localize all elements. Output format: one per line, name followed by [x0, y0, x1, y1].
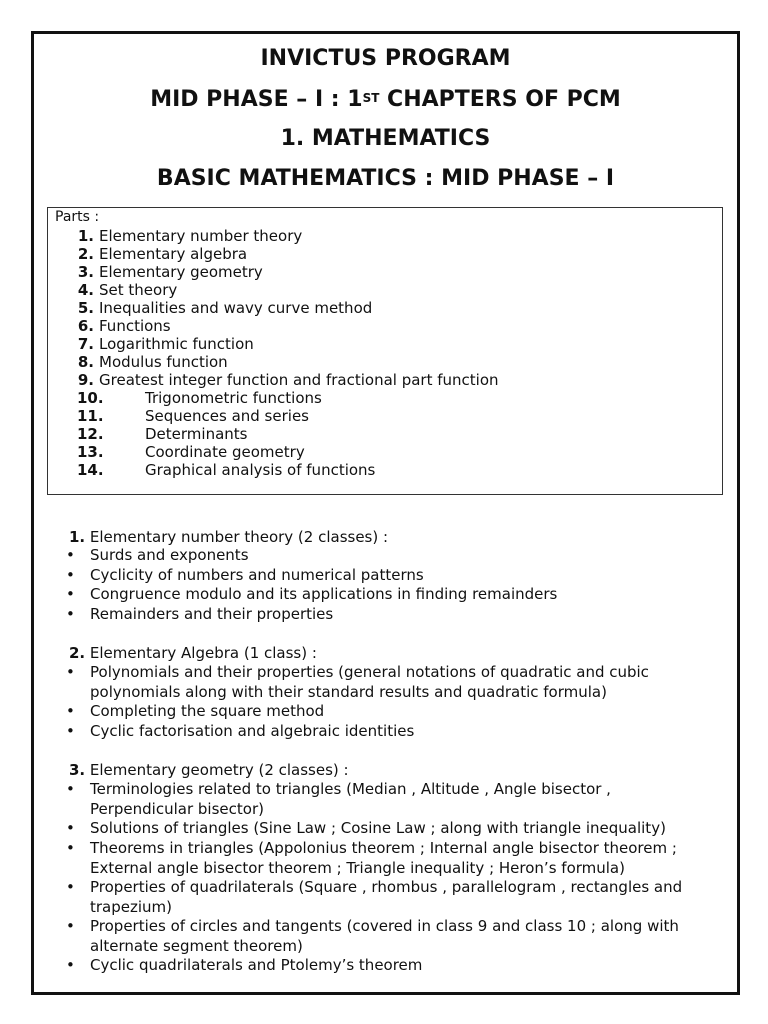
parts-item-number: 11.	[77, 407, 104, 425]
page-frame	[31, 31, 740, 995]
parts-item-label: Graphical analysis of functions	[145, 461, 376, 479]
parts-item-label: Functions	[99, 317, 171, 335]
bullet-item	[66, 956, 702, 976]
parts-box	[47, 207, 723, 495]
bullet-icon: •	[66, 956, 75, 974]
bullet-item	[66, 702, 702, 722]
subject-title: 1. MATHEMATICS	[280, 126, 491, 151]
parts-item-number: 3.	[77, 263, 94, 281]
parts-item-label: Logarithmic function	[99, 335, 254, 353]
bullet-text: Polynomials and their properties (general notations of quadratic and cubic polynomials along with their standard results and quadratic formula)	[90, 663, 649, 701]
parts-item-number: 2.	[77, 245, 94, 263]
bullet-icon: •	[66, 780, 75, 798]
parts-item-number: 7.	[77, 335, 94, 353]
bullet-item	[66, 585, 702, 605]
parts-item-number: 6.	[77, 317, 94, 335]
bullet-item	[66, 605, 702, 625]
section-heading-text: Elementary Algebra (1 class) :	[85, 644, 317, 662]
program-title: INVICTUS PROGRAM	[260, 46, 511, 71]
parts-item-label: Elementary geometry	[99, 263, 263, 281]
bullet-text: Remainders and their properties	[90, 605, 334, 623]
parts-item-number: 4.	[77, 281, 94, 299]
parts-item-label: Sequences and series	[145, 407, 309, 425]
section-number: 1.	[69, 528, 86, 546]
parts-item-number: 5.	[77, 299, 94, 317]
bullet-item	[66, 546, 702, 566]
bullet-text: Cyclicity of numbers and numerical patterns	[90, 566, 424, 584]
bullet-item	[66, 566, 702, 586]
parts-item-number: 10.	[77, 389, 104, 407]
bullet-icon: •	[66, 605, 75, 623]
parts-item-label: Coordinate geometry	[145, 443, 305, 461]
parts-item-number: 14.	[77, 461, 104, 479]
bullet-item	[66, 819, 702, 839]
parts-item-number: 13.	[77, 443, 104, 461]
parts-item-label: Modulus function	[99, 353, 228, 371]
parts-item-label: Trigonometric functions	[145, 389, 322, 407]
phase-title: MID PHASE – I : 1ST CHAPTERS OF PCM	[150, 87, 621, 112]
bullet-item	[66, 878, 702, 917]
bullet-icon: •	[66, 878, 75, 896]
parts-item-label: Greatest integer function and fractional part function	[99, 371, 499, 389]
parts-item-number: 9.	[77, 371, 94, 389]
bullet-item	[66, 839, 702, 878]
bullet-text: Theorems in triangles (Appolonius theorem ; Internal angle bisector theorem ; External angle bisector theorem ; Triangle inequality ; Heron’s formula)	[90, 839, 677, 877]
section-heading	[69, 644, 317, 663]
bullet-text: Solutions of triangles (Sine Law ; Cosine Law ; along with triangle inequality)	[90, 819, 666, 837]
parts-item-label: Determinants	[145, 425, 248, 443]
bullet-icon: •	[66, 566, 75, 584]
bullet-text: Completing the square method	[90, 702, 325, 720]
bullet-item	[66, 917, 702, 956]
bullet-text: Cyclic factorisation and algebraic identities	[90, 722, 415, 740]
parts-item-label: Set theory	[99, 281, 178, 299]
bullet-icon: •	[66, 663, 75, 681]
bullet-text: Properties of circles and tangents (covered in class 9 and class 10 ; along with alternate segment theorem)	[90, 917, 679, 955]
bullet-item	[66, 780, 702, 819]
section-heading-text: Elementary geometry (2 classes) :	[85, 761, 349, 779]
section-number: 2.	[69, 644, 86, 662]
bullet-icon: •	[66, 819, 75, 837]
parts-item-label: Elementary number theory	[99, 227, 303, 245]
bullet-icon: •	[66, 702, 75, 720]
parts-label: Parts :	[55, 209, 100, 225]
bullet-text: Cyclic quadrilaterals and Ptolemy’s theorem	[90, 956, 423, 974]
parts-item-number: 8.	[77, 353, 94, 371]
bullet-text: Congruence modulo and its applications in finding remainders	[90, 585, 558, 603]
bullet-item	[66, 722, 702, 742]
bullet-icon: •	[66, 722, 75, 740]
bullet-text: Properties of quadrilaterals (Square , rhombus , parallelogram , rectangles and trapezium)	[90, 878, 683, 916]
bullet-icon: •	[66, 585, 75, 603]
bullet-text: Surds and exponents	[90, 546, 249, 564]
bullet-icon: •	[66, 546, 75, 564]
bullet-icon: •	[66, 917, 75, 935]
superscript-st: ST	[362, 91, 380, 105]
parts-item-number: 1.	[77, 227, 94, 245]
section-heading	[69, 761, 349, 780]
bullet-text: Terminologies related to triangles (Median , Altitude , Angle bisector , Perpendicular bisector)	[90, 780, 611, 818]
section-heading-text: Elementary number theory (2 classes) :	[85, 528, 389, 546]
section-number: 3.	[69, 761, 86, 779]
parts-item-label: Inequalities and wavy curve method	[99, 299, 373, 317]
course-title: BASIC MATHEMATICS : MID PHASE – I	[156, 166, 615, 191]
parts-item-number: 12.	[77, 425, 104, 443]
bullet-icon: •	[66, 839, 75, 857]
parts-item-label: Elementary algebra	[99, 245, 248, 263]
bullet-item	[66, 663, 702, 702]
section-heading	[69, 528, 388, 547]
